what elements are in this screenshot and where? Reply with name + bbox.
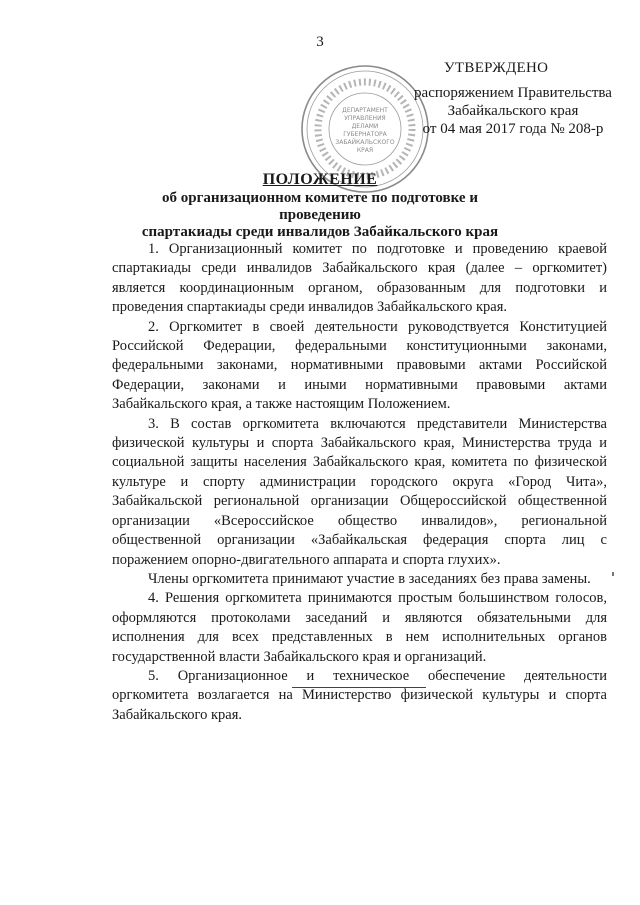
scan-mark [612,572,614,576]
subtitle-line-2: спартакиады среди инвалидов Забайкальского края [141,224,499,240]
svg-text:УПРАВЛЕНИЯ: УПРАВЛЕНИЯ [344,115,386,122]
paragraph-5: 5. Организационное и техническое обеспечение деятельности оргкомитета возлагается на Министерство физической культуры и спорта Забайкальского края. [112,667,607,723]
approval-line-2: Забайкальского края [447,103,579,119]
end-divider [292,687,426,688]
document-title: ПОЛОЖЕНИЕ [262,171,378,188]
svg-text:ДЕЛАМИ: ДЕЛАМИ [351,123,379,130]
paragraph-3-note: Члены оргкомитета принимают участие в заседаниях без права замены. [148,570,591,587]
paragraph-3: 3. В состав оргкомитета включаются представители Министерства физической культуры и спорта Забайкальского края, Министерства труда и социальной защиты населения Забайкальского края, комитета по физической культуре и спорту администрации городского округа «Город Чита», Забайкальской региональной организации Общероссийской общественной организации «Всероссийское общество инвалидов», региональной общественной организации «Забайкальская федерация спорта лиц с поражением опорно-двигательного аппарата и спорта глухих». [112,415,607,568]
paragraph-1: 1. Организационный комитет по подготовке и проведению краевой спартакиады среди инвалидов Забайкальского края (далее – оргкомитет) является координационным органом, образованным для подготовки и проведения спартакиады среди инвалидов Забайкальского края. [112,241,607,316]
svg-text:ДЕПАРТАМЕНТ: ДЕПАРТАМЕНТ [342,107,388,114]
document-subtitle [120,190,520,241]
approval-line-3: от 04 мая 2017 года № 208-р [422,121,604,137]
document-body [112,240,607,725]
paragraph-2: 2. Оргкомитет в своей деятельности руководствуется Конституцией Российской Федерации, федеральными конституционными законами, федеральными законами, нормативными правовыми актами Российской Федерации, законами и иными нормативными правовыми актами Забайкальского края, а также настоящим Положением. [112,318,607,413]
approval-heading: УТВЕРЖДЕНО [444,60,549,76]
paragraph-4: 4. Решения оргкомитета принимаются простым большинством голосов, оформляются протоколами заседаний и являются обязательными для исполнения для всех представленных в нем исполнительных органов государственной власти Забайкальского края и организаций. [112,590,607,665]
subtitle-line-1: об организационном комитете по подготовке и проведению [162,190,478,223]
approval-block [400,84,626,138]
approval-line-1: распоряжением Правительства [414,85,612,101]
svg-text:ЗАБАЙКАЛЬСКОГО: ЗАБАЙКАЛЬСКОГО [335,139,395,146]
svg-text:КРАЯ: КРАЯ [356,147,374,154]
svg-text:ГУБЕРНАТОРА: ГУБЕРНАТОРА [343,131,387,138]
page-number: 3 [316,34,324,50]
